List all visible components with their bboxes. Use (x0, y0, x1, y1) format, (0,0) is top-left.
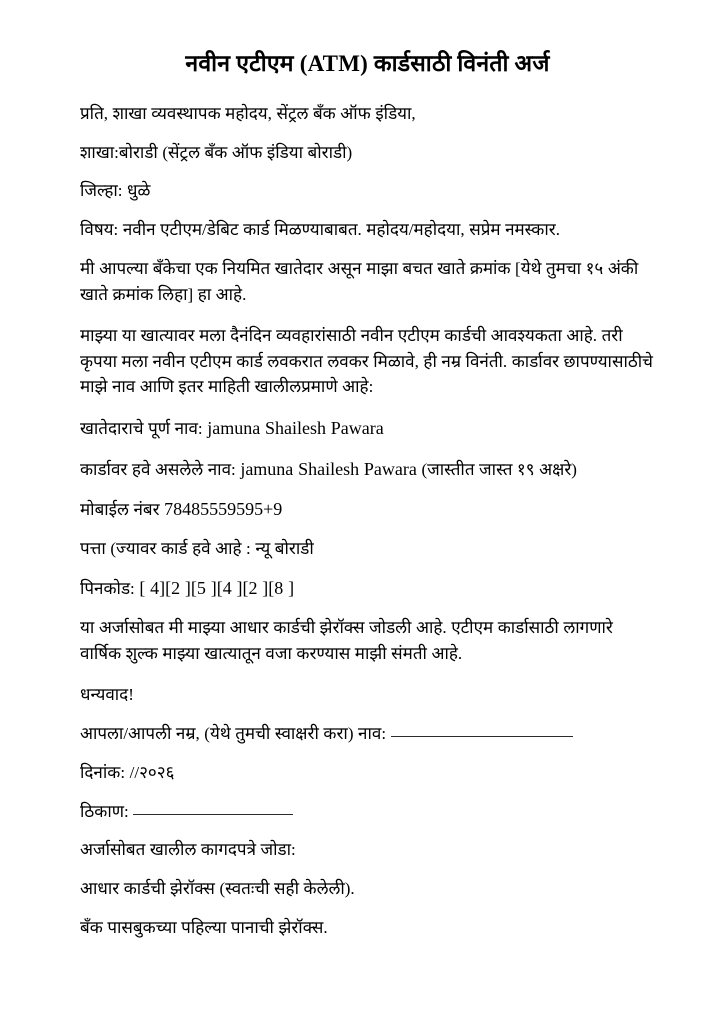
mobile-row (80, 496, 655, 523)
body-paragraph-2: माझ्या या खात्यावर मला दैनंदिन व्यवहारांसाठी नवीन एटीएम कार्डची आवश्यकता आहे. तरी कृपया मला नवीन एटीएम कार्ड लवकरात लवकर मिळावे, ही नम्र विनंती. कार्डावर छापण्यासाठीचे माझे नाव आणि इतर माहिती खालीलप्रमाणे आहे: (80, 325, 653, 397)
card-name-value: jamuna Shailesh Pawara (240, 458, 417, 479)
address-row (80, 536, 655, 562)
account-holder-name-label: खातेदाराचे पूर्ण नाव: (80, 419, 203, 439)
card-name-note: (जास्तीत जास्त १९ अक्षरे) (421, 459, 577, 479)
card-name-row (80, 456, 655, 483)
signature-fill-line[interactable] (391, 736, 573, 737)
place-fill-line[interactable] (133, 814, 293, 815)
card-name-label: कार्डावर हवे असलेले नाव: (80, 459, 236, 479)
pincode-value: [ 4][2 ][5 ][4 ][2 ][8 ] (139, 578, 295, 599)
mobile-label: मोबाईल नंबर (80, 499, 160, 519)
body-paragraph-1: मी आपल्या बँकेचा एक नियमित खातेदार असून माझा बचत खाते क्रमांक [येथे तुमचा १५ अंकी खाते क्रमांक लिहा] हा आहे. (80, 259, 639, 304)
attachment-item: आधार कार्डची झेरॉक्स (स्वतःची सही केलेली). (80, 879, 355, 899)
date-value: //२०२६ (129, 762, 175, 782)
date-row (80, 760, 655, 786)
place-label: ठिकाण: (80, 801, 129, 821)
pincode-row (80, 575, 655, 602)
account-holder-name-value: jamuna Shailesh Pawara (207, 418, 384, 439)
signature-row (80, 721, 655, 747)
mobile-value: 78485559595+9 (164, 498, 283, 519)
date-label: दिनांक: (80, 762, 126, 782)
addressee-branch: शाखा:बोराडी (सेंट्रल बँक ऑफ इंडिया बोराडी) (80, 142, 353, 162)
address-value: न्यू बोराडी (255, 539, 314, 559)
thanks-line: धन्यवाद! (80, 685, 134, 705)
place-row (80, 799, 655, 825)
attachment-item: बँक पासबुकच्या पहिल्या पानाची झेरॉक्स. (80, 918, 328, 938)
signature-label: आपला/आपली नम्र, (येथे तुमची स्वाक्षरी करा) नाव: (80, 723, 387, 743)
address-label: पत्ता (ज्यावर कार्ड हवे आहे : (80, 539, 251, 559)
body-paragraph-3: या अर्जासोबत मी माझ्या आधार कार्डची झेरॉक्स जोडली आहे. एटीएम कार्डासाठी लागणारे वार्षिक शुल्क माझ्या खात्यातून वजा करण्यास माझी संमती आहे. (80, 618, 613, 664)
addressee-salutation: प्रति, शाखा व्यवस्थापक महोदय, सेंट्रल बँक ऑफ इंडिया, (80, 103, 416, 123)
subject-line: विषय: नवीन एटीएम/डेबिट कार्ड मिळण्याबाबत. महोदय/महोदया, सप्रेम नमस्कार. (80, 220, 560, 240)
pincode-label: पिनकोड: (80, 579, 135, 599)
account-holder-name-row (80, 415, 655, 442)
addressee-district: जिल्हा: धुळे (80, 181, 151, 201)
page-title: नवीन एटीएम (ATM) कार्डसाठी विनंती अर्ज (185, 51, 550, 76)
attachments-heading: अर्जासोबत खालील कागदपत्रे जोडा: (80, 840, 296, 860)
